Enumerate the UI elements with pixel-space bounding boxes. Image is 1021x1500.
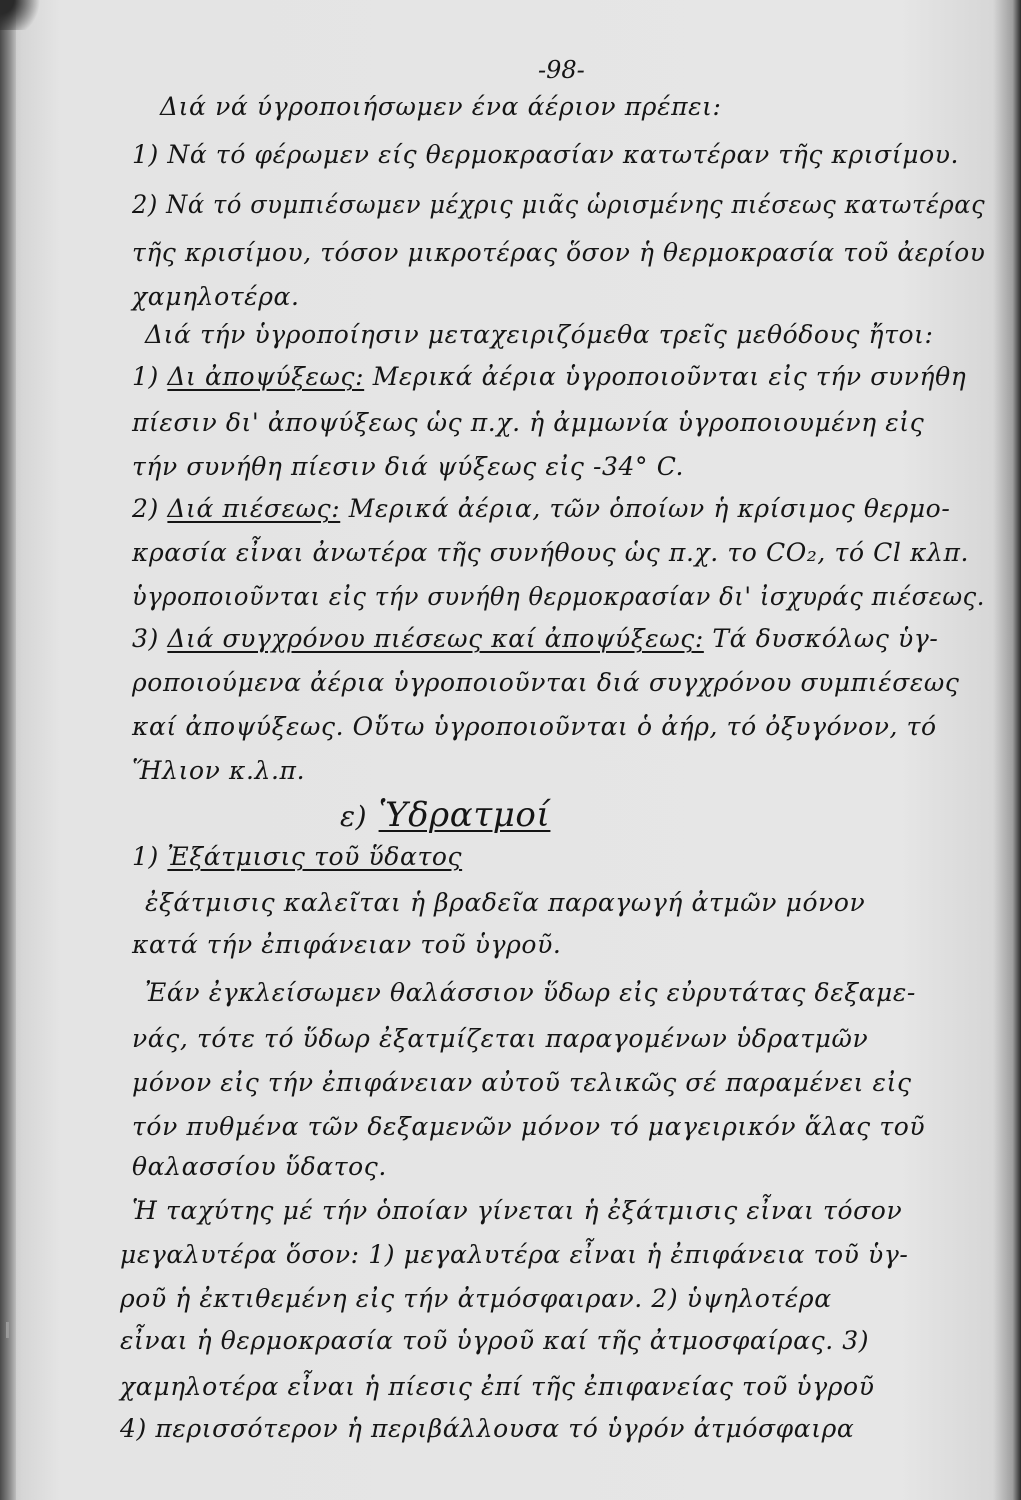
- text-line: χαμηλοτέρα.: [132, 282, 300, 311]
- text-line: Μερικά ἀέρια, τῶν ὁποίων ἡ κρίσιμος θερμο-: [348, 494, 951, 523]
- page-edge-shadow: [993, 0, 1021, 1500]
- text-line: 2) Νά τό συμπιέσωμεν μέχρις μιᾶς ὡρισμένης πιέσεως κατωτέρας: [132, 190, 986, 219]
- text-line: Διά νά ύγροποιήσωμεν ένα άέριον πρέπει:: [160, 92, 722, 121]
- text-line: ἐξάτμισις καλεῖται ἡ βραδεῖα παραγωγή ἀτμῶν μόνον: [145, 888, 866, 917]
- method-1-line: [132, 362, 966, 392]
- text-line: θαλασσίου ὕδατος.: [132, 1152, 387, 1181]
- method-2-number: 2): [132, 494, 159, 523]
- method-3-number: 3): [132, 624, 159, 653]
- text-line: μεγαλυτέρα ὅσον: 1) μεγαλυτέρα εἶναι ἡ ἐπιφάνεια τοῦ ὑγ-: [120, 1240, 909, 1269]
- text-line: Τά δυσκόλως ὑγ-: [712, 624, 939, 653]
- text-line: Ἐάν ἐγκλείσωμεν θαλάσσιον ὕδωρ εἰς εὐρυτάτας δεξαμε-: [145, 978, 916, 1007]
- method-1-number: 1): [132, 362, 159, 391]
- margin-mark: [6, 1322, 9, 1338]
- text-line: τήν συνήθη πίεσιν διά ψύξεως εἰς -34° C.: [132, 452, 685, 481]
- text-line: εἶναι ἡ θερμοκρασία τοῦ ὑγροῦ καί τῆς ἀτμοσφαίρας. 3): [120, 1326, 870, 1355]
- page-binding-shadow: [0, 0, 16, 1500]
- subsection-heading: [132, 842, 462, 872]
- text-line: ὑγροποιοῦνται εἰς τήν συνήθη θερμοκρασίαν δι' ἰσχυράς πιέσεως.: [132, 582, 986, 611]
- page-corner-shadow: [0, 0, 40, 30]
- text-line: Ἥλιον κ.λ.π.: [132, 756, 306, 785]
- method-2-label: Διά πιέσεως:: [167, 494, 341, 523]
- section-title: Ὑδρατμοί: [378, 795, 551, 835]
- text-line: 1) Νά τό φέρωμεν είς θερμοκρασίαν κατωτέραν τῆς κρισίμου.: [132, 140, 960, 169]
- text-line: καί ἀποψύξεως. Οὕτω ὑγροποιοῦνται ὁ ἀήρ, τό ὀξυγόνον, τό: [132, 712, 937, 741]
- text-line: Διά τήν ὑγροποίησιν μεταχειριζόμεθα τρεῖς μεθόδους ἤτοι:: [145, 320, 934, 349]
- method-3-label: Διά συγχρόνου πιέσεως καί ἀποψύξεως:: [167, 624, 704, 653]
- text-line: χαμηλοτέρα εἶναι ἡ πίεσις ἐπί τῆς ἐπιφανείας τοῦ ὑγροῦ: [120, 1372, 875, 1401]
- text-line: Μερικά ἀέρια ὑγροποιοῦνται εἰς τήν συνήθη: [372, 362, 967, 391]
- subsection-title: Ἐξάτμισις τοῦ ὕδατος: [167, 842, 463, 871]
- text-line: 4) περισσότερον ἡ περιβάλλουσα τό ὑγρόν ἀτμόσφαιρα: [120, 1414, 855, 1443]
- text-line: κρασία εἶναι ἀνωτέρα τῆς συνήθους ὡς π.χ. το CO₂, τό Cl κλπ.: [132, 538, 970, 567]
- method-1-label: Δι ἀποψύξεως:: [167, 362, 365, 391]
- section-heading: [340, 796, 550, 836]
- text-line: κατά τήν ἐπιφάνειαν τοῦ ὑγροῦ.: [132, 930, 562, 959]
- page-number: -98-: [538, 56, 585, 84]
- text-line: τόν πυθμένα τῶν δεξαμενῶν μόνον τό μαγειρικόν ἅλας τοῦ: [132, 1112, 926, 1141]
- text-line: τῆς κρισίμου, τόσον μικροτέρας ὅσον ἡ θερμοκρασία τοῦ ἀερίου: [132, 238, 986, 267]
- text-line: νάς, τότε τό ὕδωρ ἐξατμίζεται παραγομένων ὑδρατμῶν: [132, 1024, 869, 1053]
- text-line: πίεσιν δι' ἀποψύξεως ὡς π.χ. ἡ ἀμμωνία ὑγροποιουμένη εἰς: [132, 408, 925, 437]
- text-line: ροῦ ἡ ἐκτιθεμένη εἰς τήν ἀτμόσφαιραν. 2) ὑψηλοτέρα: [120, 1284, 832, 1313]
- method-2-line: [132, 494, 950, 524]
- section-label: ε): [340, 800, 368, 833]
- subsection-number: 1): [132, 842, 159, 871]
- text-line: μόνον εἰς τήν ἐπιφάνειαν αὐτοῦ τελικῶς σέ παραμένει εἰς: [132, 1068, 912, 1097]
- method-3-line: [132, 624, 938, 654]
- text-line: Ἡ ταχύτης μέ τήν ὁποίαν γίνεται ἡ ἐξάτμισις εἶναι τόσον: [132, 1196, 903, 1225]
- text-line: ροποιούμενα ἀέρια ὑγροποιοῦνται διά συγχρόνου συμπιέσεως: [132, 668, 960, 697]
